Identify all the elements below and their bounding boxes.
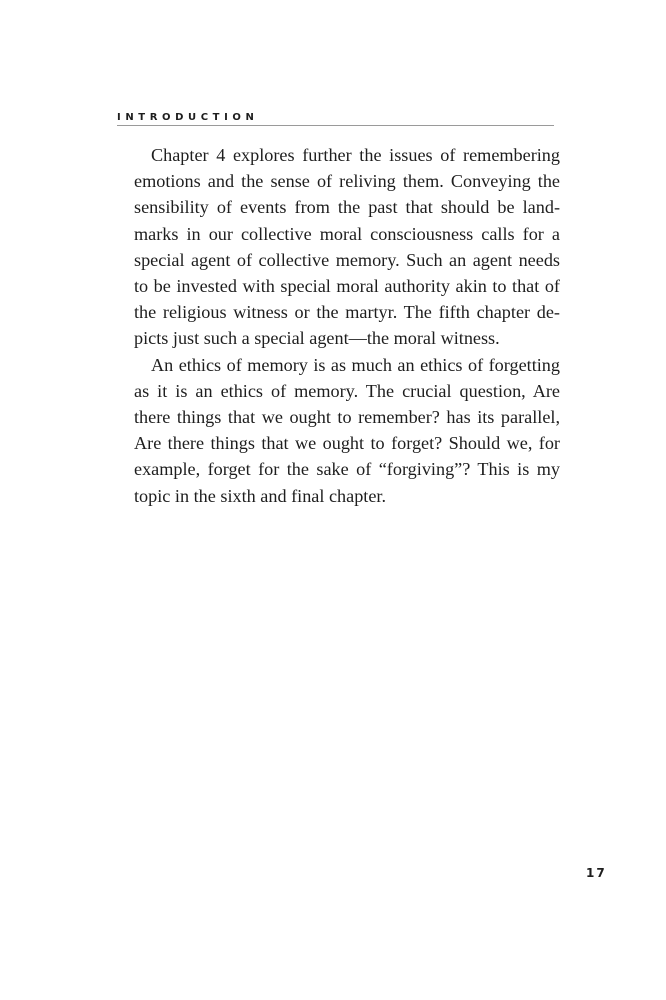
text-line: special agent of collective memory. Such an agent needs [134, 249, 560, 270]
body-text [117, 142, 560, 509]
text-line: to be invested with special moral authority akin to that of [134, 276, 560, 297]
text-line: sensibility of events from the past that should be land- [134, 197, 560, 218]
text-line: topic in the sixth and final chapter. [134, 485, 387, 506]
running-head-rule [117, 125, 554, 126]
running-head-title: INTRODUCTION [117, 112, 259, 123]
running-head [117, 112, 554, 126]
text-line: the religious witness or the martyr. The fifth chapter de- [134, 302, 560, 323]
page-number: 17 [586, 866, 607, 880]
paragraph-2 [117, 352, 560, 509]
text-line: Are there things that we ought to forget? Should we, for [134, 433, 560, 454]
paragraph-1 [117, 142, 560, 352]
text-line: Chapter 4 explores further the issues of remembering [151, 145, 560, 165]
text-line: marks in our collective moral consciousness calls for a [134, 223, 560, 244]
text-line: An ethics of memory is as much an ethics of forgetting [151, 354, 560, 375]
text-line: as it is an ethics of memory. The crucial question, Are [134, 380, 560, 401]
text-line: there things that we ought to remember? has its parallel, [134, 407, 560, 428]
text-line: example, forget for the sake of “forgiving”? This is my [134, 459, 560, 480]
text-line: picts just such a special agent—the moral witness. [134, 328, 500, 349]
text-line: emotions and the sense of reliving them. Conveying the [134, 171, 560, 192]
